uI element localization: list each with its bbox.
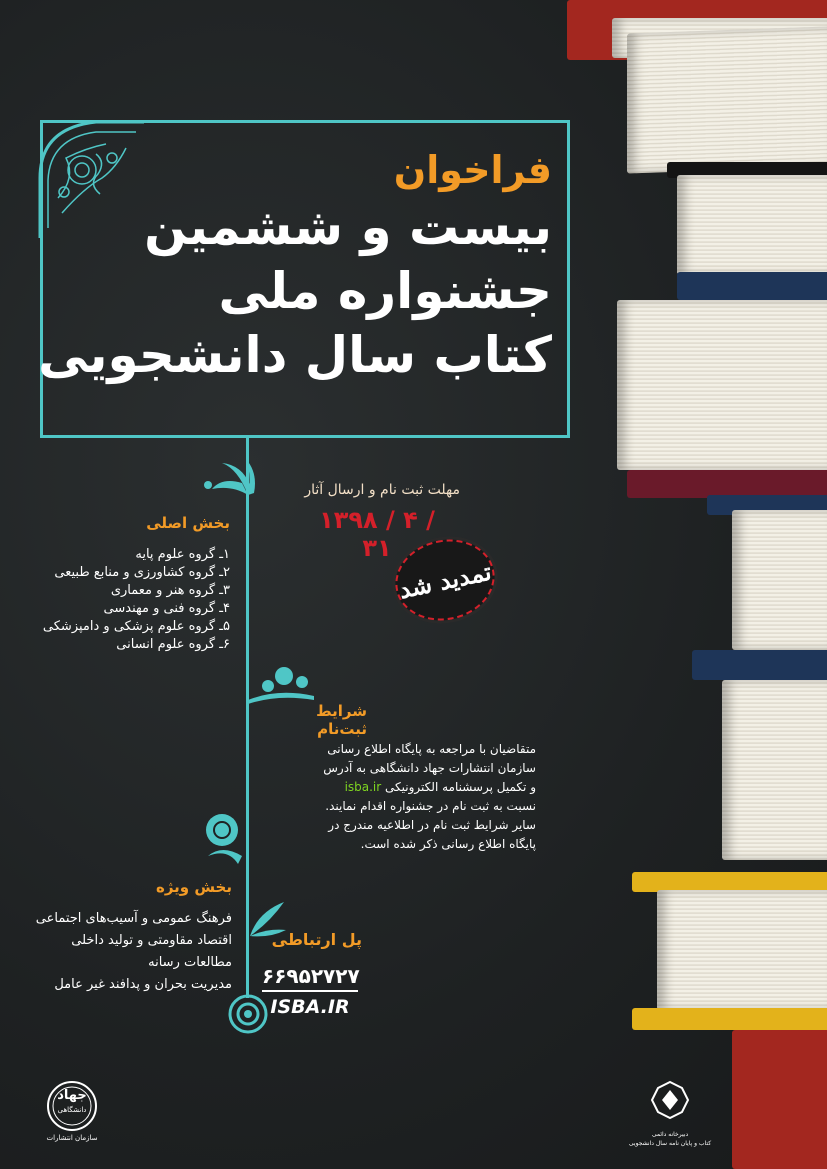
extended-text: تمدید شد xyxy=(396,556,494,604)
registration-line: نسبت به ثبت نام در جشنواره اقدام نمایند. xyxy=(325,799,536,813)
registration-line: سازمان انتشارات جهاد دانشگاهی به آدرس xyxy=(323,761,536,775)
list-item: ۵ـ گروه علوم پزشکی و دامپزشکی xyxy=(42,619,230,634)
registration-body xyxy=(266,740,536,854)
title-line-2: جشنواره ملی xyxy=(218,262,552,320)
contact-phone: ۶۶۹۵۲۷۲۷ xyxy=(262,964,358,992)
special-section-title: بخش ویژه xyxy=(155,878,232,896)
list-item: ۴ـ گروه فنی و مهندسی xyxy=(103,601,230,616)
secretariat-line-1: دبیرخانه دائمی xyxy=(651,1131,689,1138)
secretariat-line-2: کتاب و پایان نامه سال دانشجویی xyxy=(628,1140,712,1147)
secretariat-logo xyxy=(620,1080,720,1150)
special-section xyxy=(35,878,232,996)
registration-line: سایر شرایط ثبت نام در اطلاعیه مندرج در xyxy=(328,818,536,832)
registration-line: و تکمیل پرسشنامه الکترونیکی xyxy=(385,780,536,794)
deadline-label: مهلت ثبت نام و ارسال آثار xyxy=(304,482,460,498)
jahad-logo-text: جهاد xyxy=(57,1088,87,1103)
list-item: ۲ـ گروه کشاورزی و منابع طبیعی xyxy=(54,565,230,580)
list-item: مدیریت بحران و پدافند غیر عامل xyxy=(54,977,232,992)
registration-section xyxy=(262,702,367,738)
jahad-logo-subtext: دانشگاهی xyxy=(57,1106,87,1114)
flower-ornament-icon xyxy=(248,660,318,706)
main-section-list xyxy=(40,546,230,654)
deadline-date: ۱۳۹۸ / ۴ / ۳۱ xyxy=(319,506,435,562)
title-block xyxy=(38,145,552,387)
registration-line: پایگاه اطلاع رسانی ذکر شده است. xyxy=(360,837,536,851)
special-section-list xyxy=(35,908,232,996)
list-item: مطالعات رسانه xyxy=(148,955,232,970)
flower-ornament-icon xyxy=(198,808,248,868)
registration-title: شرایط ثبت‌نام xyxy=(316,702,367,738)
list-item: اقتصاد مقاومتی و تولید داخلی xyxy=(71,933,232,948)
registration-line-with-link xyxy=(266,778,536,797)
registration-line: متقاضیان با مراجعه به پایگاه اطلاع رسانی xyxy=(327,742,536,756)
list-item: ۱ـ گروه علوم پایه xyxy=(135,547,230,562)
list-item: فرهنگ عمومی و آسیب‌های اجتماعی xyxy=(35,911,232,926)
girih-emblem-icon xyxy=(620,1080,720,1126)
call-heading: فراخوان xyxy=(393,148,552,192)
jahad-logo-bottom: سازمان انتشارات xyxy=(46,1134,98,1142)
contact-section xyxy=(262,930,362,949)
title-line-1: بیست و ششمین xyxy=(144,198,552,256)
title-line-3: کتاب سال دانشجویی xyxy=(38,326,552,384)
book-stack-image xyxy=(587,0,827,1169)
main-section xyxy=(40,514,230,654)
list-item: ۳ـ گروه هنر و معماری xyxy=(110,583,230,598)
jahad-logo xyxy=(40,1080,104,1152)
list-item: ۶ـ گروه علوم انسانی xyxy=(116,637,230,652)
contact-title: پل ارتباطی xyxy=(271,930,362,949)
contact-website[interactable]: ISBA.IR xyxy=(270,996,350,1018)
main-section-title: بخش اصلی xyxy=(146,514,230,532)
isba-link[interactable]: isba.ir xyxy=(344,780,382,794)
flower-ornament-icon xyxy=(192,455,262,505)
